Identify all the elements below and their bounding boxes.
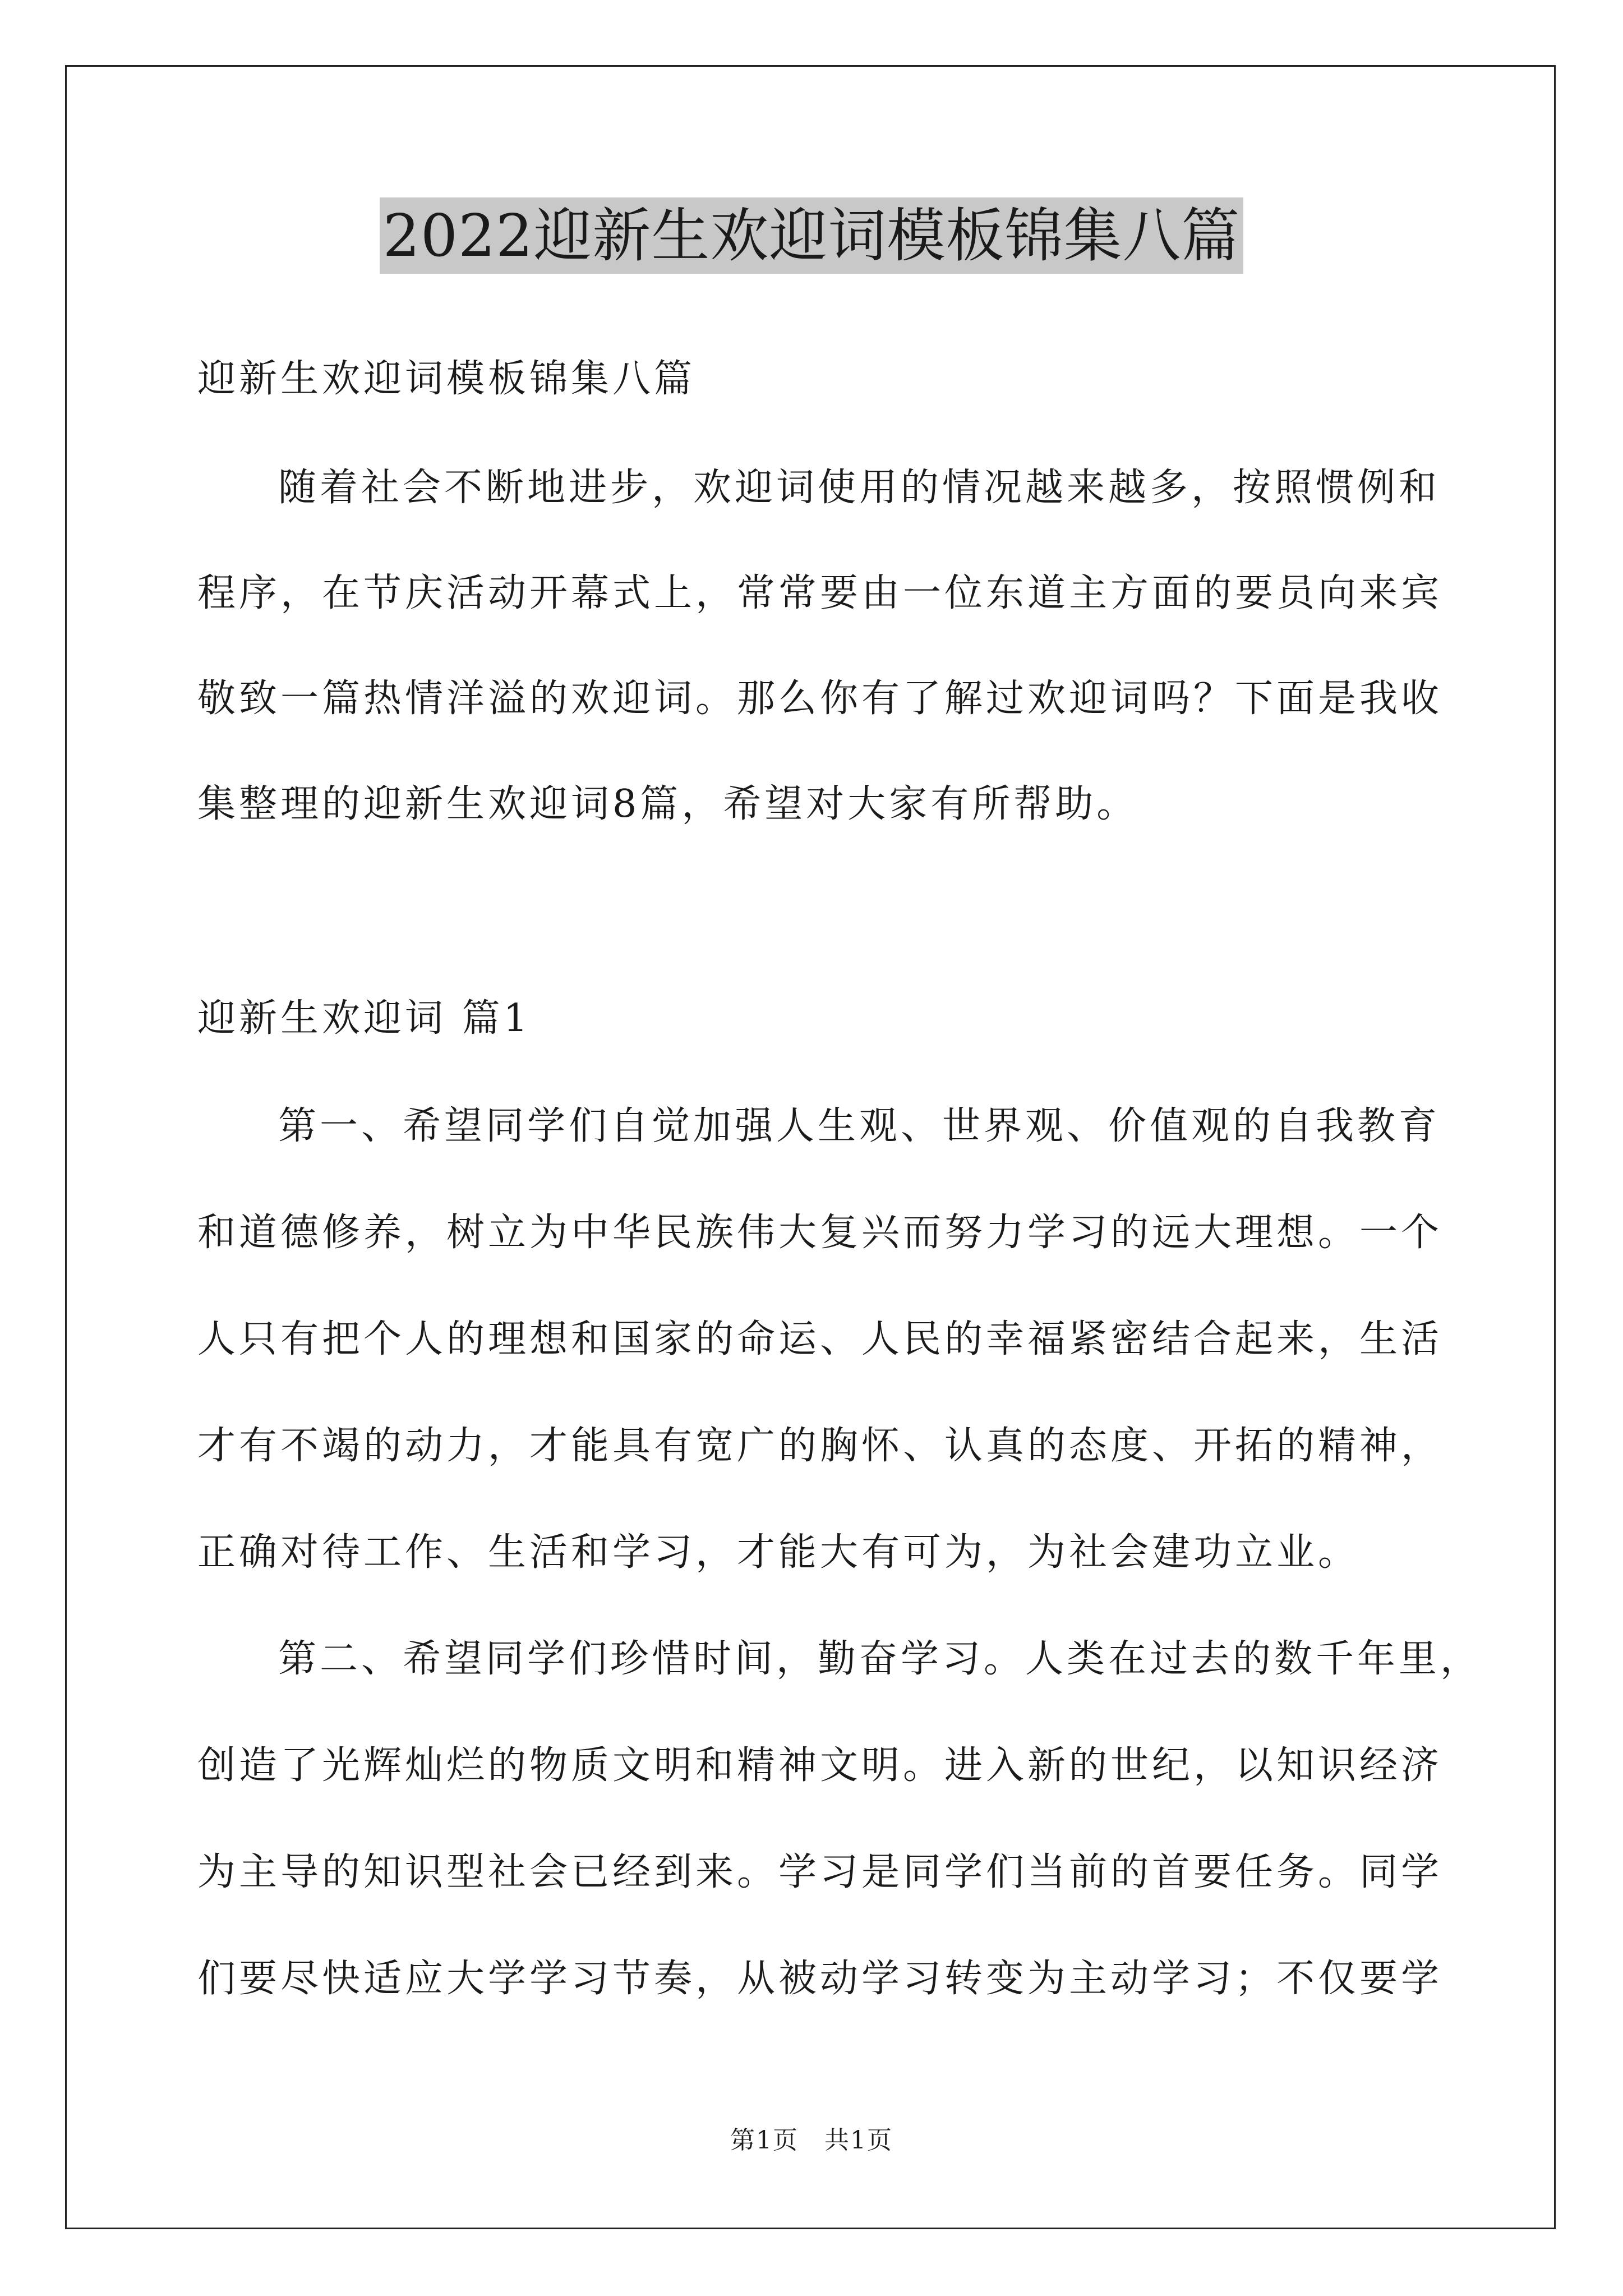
- para2-line: 为主导的知识型社会已经到来。学习是同学们当前的首要任务。同学: [197, 1850, 1443, 1894]
- para1-line: 人只有把个人的理想和国家的命运、人民的幸福紧密结合起来，生活: [197, 1317, 1443, 1361]
- para2-line: 们要尽快适应大学学习节奏，从被动学习转变为主动学习；不仅要学: [197, 1957, 1443, 2001]
- intro-line: 程序，在节庆活动开幕式上，常常要由一位东道主方面的要员向来宾: [197, 571, 1443, 615]
- intro-line: 随着社会不断地进步，欢迎词使用的情况越来越多，按照惯例和: [278, 466, 1441, 510]
- subtitle: 迎新生欢迎词模板锦集八篇: [197, 357, 696, 401]
- para1-line: 才有不竭的动力，才能具有宽广的胸怀、认真的态度、开拓的精神，: [197, 1424, 1443, 1468]
- section-heading: 迎新生欢迎词 篇1: [197, 996, 531, 1041]
- para1-line: 正确对待工作、生活和学习，才能大有可为，为社会建功立业。: [197, 1530, 1360, 1575]
- para2-line: 创造了光辉灿烂的物质文明和精神文明。进入新的世纪，以知识经济: [197, 1743, 1443, 1788]
- para2-line: 第二、希望同学们珍惜时间，勤奋学习。人类在过去的数千年里，: [278, 1637, 1482, 1681]
- intro-line: 集整理的迎新生欢迎词8篇，希望对大家有所帮助。: [197, 782, 1138, 826]
- title-container: [0, 197, 1623, 274]
- para1-line: 和道德修养，树立为中华民族伟大复兴而努力学习的远大理想。一个: [197, 1211, 1443, 1255]
- page-footer: 第1页 共1页: [730, 2126, 893, 2155]
- para1-line: 第一、希望同学们自觉加强人生观、世界观、价值观的自我教育: [278, 1104, 1441, 1148]
- intro-line: 敬致一篇热情洋溢的欢迎词。那么你有了解过欢迎词吗？下面是我收: [197, 677, 1443, 721]
- document-title: 2022迎新生欢迎词模板锦集八篇: [380, 197, 1244, 274]
